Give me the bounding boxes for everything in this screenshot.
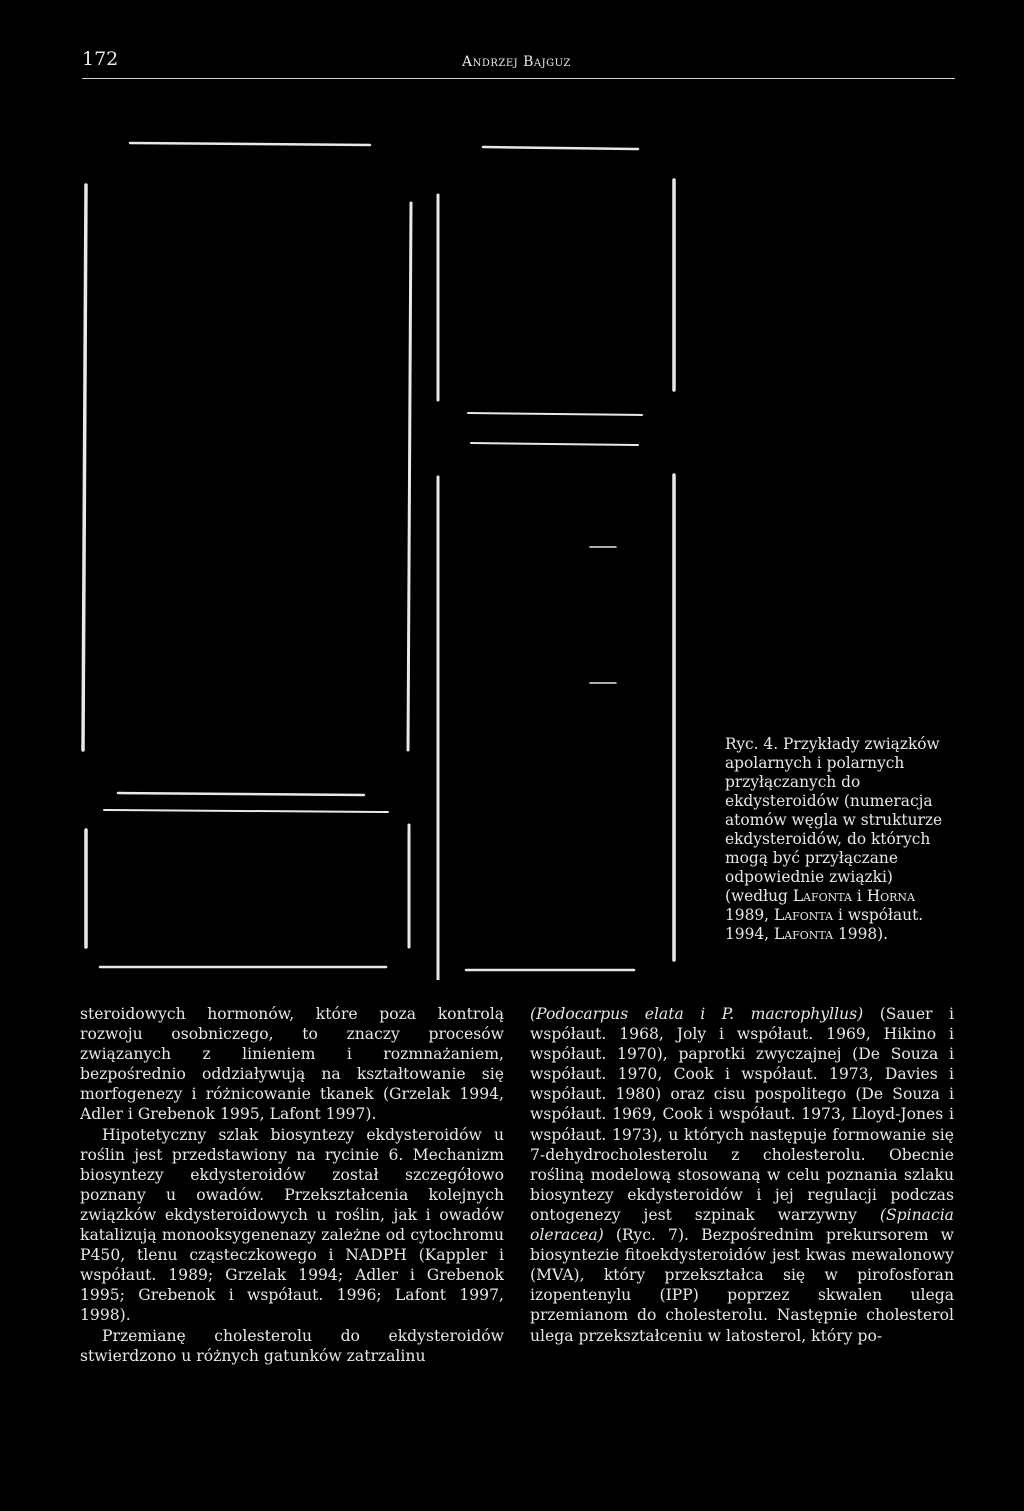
caption-text: Przykłady związków apolarnych i polarnych przyłączanych do ekdysteroidów (numeracja atomów węgla w strukturze ekdysteroidów, do których mogą być przyłączane odpowiednie związki) (według	[725, 735, 943, 905]
figure-line	[118, 793, 364, 795]
running-head: Andrzej Bajguz	[462, 54, 571, 70]
caption-connector: i	[856, 887, 862, 905]
paragraph-text: (Ryc. 7). Bezpośrednim prekursorem w biosyntezie fitoekdysteroidów jest kwas mewalonowy (MVA), który przekształca się w pirofosforan izopentenylu (IPP) poprzez skwalen ulega przemianom do cholesterolu. Następnie cholesterol ulega przekształceniu w latosterol, który po-	[530, 1226, 954, 1345]
figure-structure-lines	[78, 125, 698, 980]
page-header	[82, 44, 955, 79]
figure-line	[83, 185, 86, 750]
figure-line	[408, 203, 411, 750]
paragraph: steroidowych hormonów, które poza kontrolą rozwoju osobniczego, to znaczy procesów związanych z linieniem i rozmnażaniem, bezpośrednio oddziaływują na kształtowanie się morfogenezy i różnicowanie tkanek (Grzelak 1994, Adler i Grebenok 1995, Lafont 1997).	[80, 1005, 504, 1124]
figure-line	[130, 143, 370, 145]
right-column	[530, 1004, 954, 1346]
caption-end: 1998).	[838, 925, 889, 943]
caption-label: Ryc. 4.	[725, 735, 779, 753]
caption-ref: Lafonta	[773, 906, 834, 924]
paragraph-text: (Sauer i współaut. 1968, Joly i współaut. 1969, Hikino i współaut. 1970), paprotki zwyczajnej (De Souza i współaut. 1970, Cook i współaut. 1973, Davies i współaut. 1980) oraz cisu pospolitego (De Souza i współaut. 1969, Cook i współaut. 1973, Lloyd-Jones i współaut. 1973), u których następuje formowanie się 7-dehydrocholesterolu z cholesterolu. Obecnie rośliną modelową stosowaną w celu poznania szlaku biosyntezy ekdysteroidów i jej regulacji podczas ontogenezy jest szpinak warzywny	[530, 1005, 955, 1224]
left-column	[80, 1004, 504, 1366]
caption-connector: i współaut. 1994,	[725, 906, 924, 943]
page-number: 172	[82, 48, 119, 70]
figure-line	[483, 147, 638, 149]
species-name: (Spinacia oleracea)	[530, 1205, 954, 1245]
paragraph: Przemianę cholesterolu do ekdysteroidów stwierdzono u różnych gatunków zatrzalinu	[80, 1326, 504, 1365]
caption-ref: Lafonta	[773, 925, 834, 943]
caption-ref: Horna	[866, 887, 915, 905]
caption-ref: Lafonta	[792, 887, 852, 905]
figure-line	[104, 810, 388, 812]
caption-connector: 1989,	[725, 906, 770, 924]
species-name: (Podocarpus elata i P. macrophyllus)	[530, 1005, 864, 1023]
figure-line	[468, 413, 642, 415]
figure-caption	[725, 735, 957, 944]
paragraph: Hipotetyczny szlak biosyntezy ekdysteroidów u roślin jest przedstawiony na rycinie 6. Mechanizm biosyntezy ekdysteroidów został szczegółowo poznany u owadów. Przekształcenia kolejnych związków ekdysteroidowych u roślin, jak i owadów katalizują monooksygenenazy zależne od cytochromu P450, tlenu cząsteczkowego i NADPH (Kappler i współaut. 1989; Grzelak 1994; Adler i Grebenok 1995; Grebenok i współaut. 1996; Lafont 1997, 1998).	[80, 1125, 504, 1325]
paragraph	[530, 1004, 954, 1346]
figure-4	[78, 125, 698, 980]
figure-line	[471, 443, 638, 445]
